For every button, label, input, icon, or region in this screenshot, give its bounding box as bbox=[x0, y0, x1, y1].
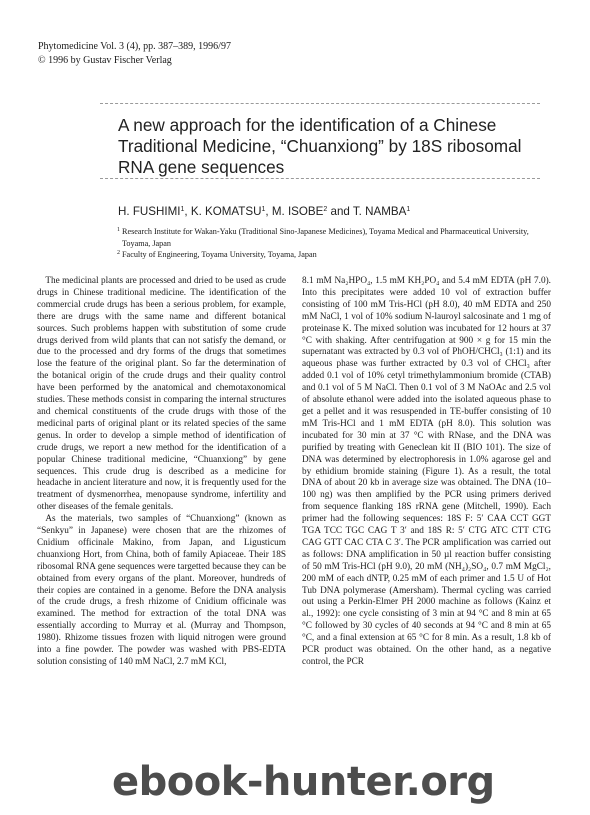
watermark-text: ebook-hunter.org bbox=[112, 759, 495, 805]
author-name: H. FUSHIMI bbox=[118, 205, 181, 218]
author-separator: , bbox=[184, 205, 191, 218]
affiliation-number: 1 bbox=[117, 227, 120, 233]
author-affiliation-mark: 2 bbox=[323, 206, 328, 213]
journal-copyright: © 1996 by Gustav Fischer Verlag bbox=[38, 55, 172, 66]
body-column-right bbox=[302, 276, 551, 669]
journal-header bbox=[38, 40, 231, 68]
affiliation-text: Research Institute for Wakan-Yaku (Traditional Sino-Japanese Medicines), Toyama Medical and Pharmaceutical University, Toyama, Japan bbox=[122, 227, 529, 248]
affiliation-1 bbox=[117, 226, 542, 249]
journal-citation: Phytomedicine Vol. 3 (4), pp. 387–389, 1996/97 bbox=[38, 41, 231, 52]
author-list bbox=[118, 205, 548, 219]
author-affiliation-mark: 1 bbox=[406, 206, 411, 213]
affiliation-number: 2 bbox=[117, 250, 120, 256]
affiliation-text: Faculty of Engineering, Toyama University, Toyama, Japan bbox=[122, 250, 317, 259]
author-separator: and bbox=[327, 205, 353, 218]
article-title: A new approach for the identification of a Chinese Traditional Medicine, “Chuanxiong” by 18S ribosomal RNA gene sequences bbox=[118, 115, 522, 177]
paragraph: As the materials, two samples of “Chuanxiong” (known as “Senkyu” in Japanese) were chosen that are the rhizomes of Cnidium officinale Makino, from Japan, and Ligusticum chuanxiong Hort, from China, both of family Apiaceae. Their 18S ribosomal RNA gene sequences were targetted because they can be obtained from every organs of the plant. Moreover, hundreds of their copies are contained in a genome. Before the DNA analysis of the crude drugs, a fresh rhizome of Cnidium officinale was examined. The method for extraction of the total DNA was essentially according to Murray et al. (Murray and Thompson, 1980). Rhizome tissues frozen with liquid nitrogen were ground into a fine powder. The powder was washed with PBS-EDTA solution consisting of 140 mM NaCl, 2.7 mM KCl, bbox=[37, 514, 286, 667]
author-name: M. ISOBE bbox=[271, 205, 324, 218]
body-column-left bbox=[37, 276, 286, 669]
title-rule-top bbox=[100, 103, 540, 104]
author-name: K. KOMATSU bbox=[190, 205, 262, 218]
author-affiliation-mark: 1 bbox=[180, 206, 185, 213]
author-separator: , bbox=[265, 205, 272, 218]
title-rule-bottom bbox=[100, 178, 540, 179]
author-name: T. NAMBA bbox=[352, 205, 407, 218]
affiliation-2 bbox=[117, 249, 542, 261]
paragraph: 8.1 mM Na₂HPO₄, 1.5 mM KH₂PO₄ and 5.4 mM EDTA (pH 7.0). Into this precipitates were added 10 vol of extraction buffer consisting of 100 mM Tris-HCl (pH 8.0), 40 mM EDTA and 250 mM NaCl, 1 vol of 10% sodium N-lauroyl salcosinate and 1 mg of proteinase K. The mixed solution was incubated for 12 hours at 37 °C with shaking. After centrifugation at 900 × g for 15 min the supernatant was extracted by 0.3 vol of PhOH/CHCl₃ (1:1) and its aqueous phase was further extracted by 0.3 vol of CHCl₃ after added 0.1 vol of 10% cetyl trimethylammonium bromide (CTAB) and 0.1 vol of 5 M NaCl. Then 0.1 vol of 3 M NaOAc and 2.5 vol of absolute ethanol were added into the isolated aqueous phase to get a pellet and it was resuspended in TE-buffer consisting of 10 mM Tris-HCl and 1 mM EDTA (pH 8.0). This solution was incubated for 30 min at 37 °C with RNase, and the DNA was purified by treating with Geneclean kit II (BIO 101). The size of DNA was determined by electrophoresis in 1.0% agarose gel and by ethidium bromide staining (Figure 1). As a result, the total DNA of about 20 kb in average size was obtained. The DNA (10–100 ng) was then amplified by the PCR using primers derived from sequence flanking 18S rRNA gene (Mitchell, 1990). Each primer had the following sequences: 18S F: 5′ CAA CCT GGT TGA TCC TGC CAG T 3′ and 18S R: 5′ CTG ATC CTT CTG CAG GTT CAC CTA C 3′. The PCR amplification was carried out as follows: DNA amplification in 50 µl reaction buffer consisting of 50 mM Tris-HCl (pH 9.0), 20 mM (NH₄)₂SO₄, 0.7 mM MgCl₂, 200 mM of each dNTP, 0.25 mM of each primer and 1.5 U of Hot Tub DNA polymerase (Amersham). Thermal cycling was carried out using a Perkin-Elmer PH 2000 machine as follows (Kainz et al., 1992): one cycle consisting of 3 min at 94 °C and 8 min at 65 °C followed by 30 cycles of 40 seconds at 94 °C and 8 min at 65 °C, and a final extension at 65 °C for 8 min. As a result, 1.8 kb of PCR product was obtained. On the other hand, as a negative control, the PCR bbox=[302, 276, 551, 667]
paragraph: The medicinal plants are processed and dried to be used as crude drugs in Chinese traditional medicine. The identification of the commercial crude drugs has been a serious problem, for example, there are drugs with the same name and different botanical sources. Such problems happen with substitution of some crude drugs derived from wild plants that can not satisfy the demand, or due to the processed and dry forms of the drugs that sometimes lose the feature of the original plant. So far the determination of the botanical origin of the crude drugs and their quality control have been performed by the anatomical and chemotaxonomical studies. These methods consist in comparing the internal structures and chemical constituents of the crude drugs with those of the medicinal parts of original plant or its related species of the same genus. In order to develop a simple method of identification of crude drugs, we report a new method for the identification of a popular Chinese traditional medicine, “Chuanxiong” by gene sequences. This crude drug is described as a medicine for headache in ancient literature and now, it is frequently used for the treatment of dysmenorrhea, menopause syndrome, infertility and other diseases of the female genitals. bbox=[37, 276, 286, 513]
author-affiliation-mark: 1 bbox=[261, 206, 266, 213]
